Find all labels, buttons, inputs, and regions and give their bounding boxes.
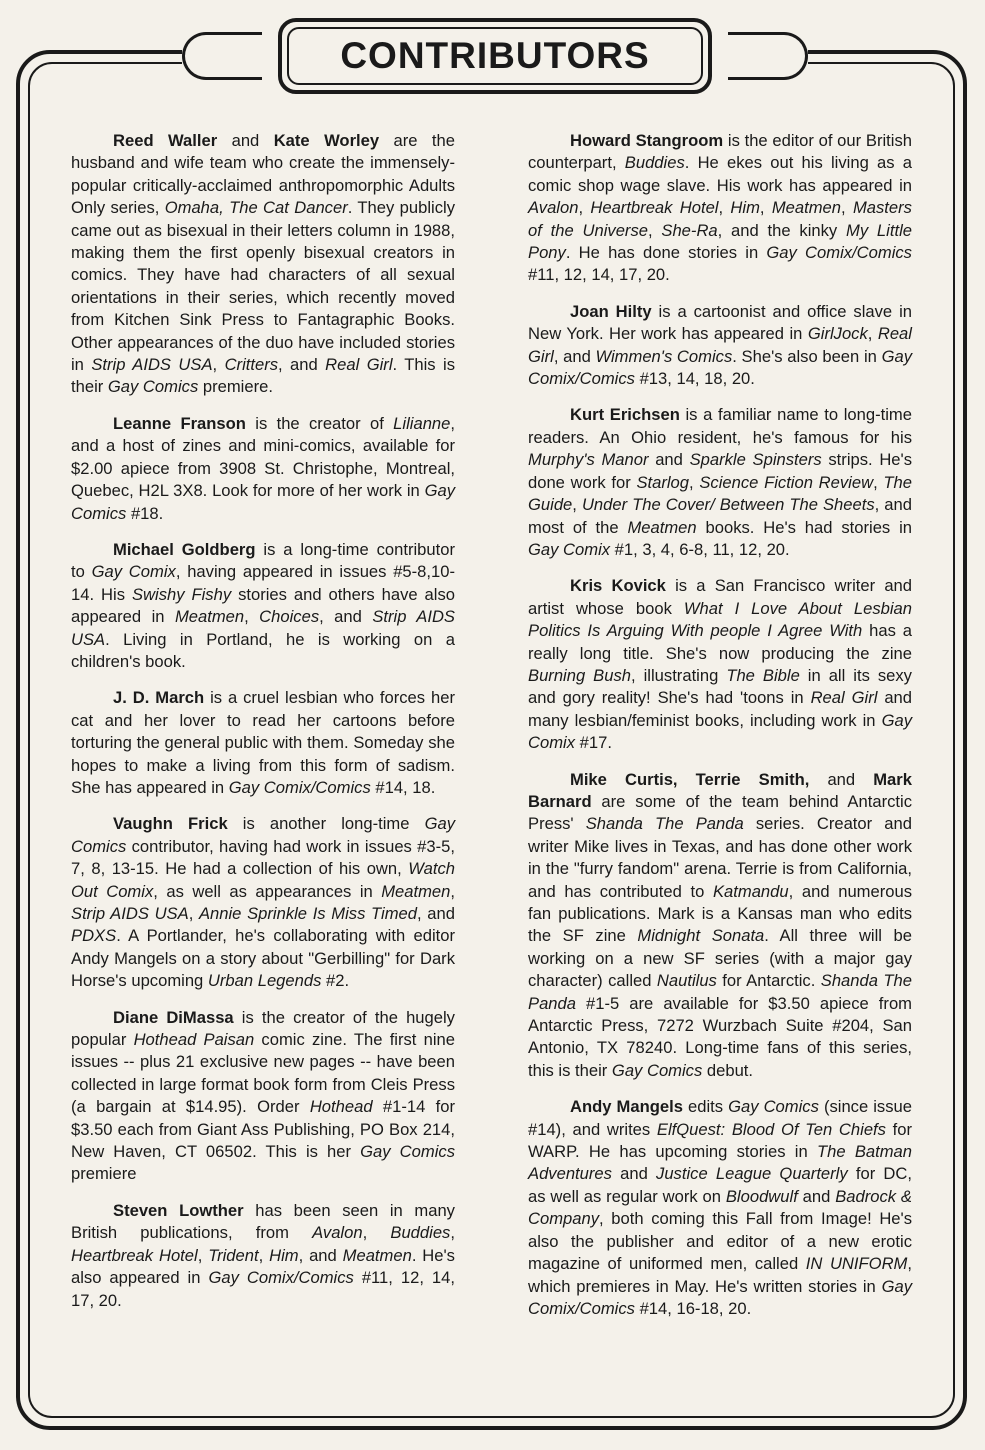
work-title: Shanda The Panda <box>585 814 744 834</box>
bio-text: , <box>841 198 853 218</box>
work-title: My Little Pony <box>528 220 912 263</box>
work-title: Bloodwulf <box>725 1186 798 1206</box>
contributor-bio <box>528 769 912 1083</box>
bio-text: has a really long title. She's now producing the zine <box>528 621 912 663</box>
bio-text: , which premieres in May. He's written stories in <box>528 1254 912 1296</box>
work-title: Meatmen <box>381 881 451 901</box>
bio-text: , and numerous fan publications. Mark is a Kansas man who edits the SF zine <box>528 881 912 946</box>
work-title: Wimmen's Comics <box>595 346 733 366</box>
bio-text: series. Creator and writer Mike lives in Texas, and has done other work in the "furry fandom" arena. Terrie is from California, and has contributed to <box>528 814 912 901</box>
bio-text: is a familiar name to long-time readers. An Ohio resident, he's famous for his <box>528 405 912 447</box>
work-title: Strip AIDS USA <box>71 607 455 649</box>
work-title: Urban Legends <box>207 971 322 991</box>
work-title: Gay Comix <box>528 710 912 753</box>
bio-text: for Antarctic. <box>716 971 821 991</box>
work-title: Gay Comix <box>91 562 176 582</box>
bio-text: #11, 12, 14, 17, 20. <box>71 1268 455 1310</box>
bio-text: #1-14 for $3.50 each from Giant Ass Publishing, PO Box 214, New Haven, CT 06502. This is her <box>71 1097 455 1162</box>
bio-text: , <box>572 495 582 515</box>
contributor-name: Howard Stangroom <box>570 131 724 150</box>
bio-text: , both coming this Fall from Image! He's also the publisher and editor of a new erotic magazine of uniformed men, called <box>528 1209 912 1274</box>
work-title: Gay Comics <box>71 481 455 523</box>
bio-text: and <box>797 1186 836 1206</box>
contributor-name: Reed Waller <box>113 131 218 150</box>
title-banner <box>182 14 808 96</box>
bio-text: debut. <box>702 1060 754 1080</box>
bio-text: , <box>362 1223 391 1243</box>
contributor-bio <box>528 301 912 391</box>
bio-text: is the editor of our British counterpart, <box>528 131 912 173</box>
bio-text: books. He's had stories in <box>696 517 913 537</box>
bio-text: (since issue #14), and writes <box>528 1097 912 1139</box>
contributor-bio <box>528 130 912 287</box>
work-title: Omaha, The Cat Dancer <box>164 198 348 218</box>
bio-text: #14, 18. <box>370 777 436 797</box>
work-title: Real Girl <box>325 355 393 375</box>
work-title: Meatmen <box>771 198 842 218</box>
bio-text: #1-5 are available for $3.50 apiece from Antarctic Press, 7272 Wurzbach Suite #204, San Antonio, TX 78240. Long-time fans of this series, this is their <box>528 993 912 1080</box>
work-title: Shanda The Panda <box>528 971 912 1013</box>
contributor-name: Mike Curtis, Terrie Smith, <box>570 769 810 789</box>
bio-text: #11, 12, 14, 17, 20. <box>528 265 670 285</box>
bio-text: and many lesbian/feminist books, including work in <box>528 688 913 730</box>
bio-text: #17. <box>575 733 612 753</box>
contributor-name: Steven Lowther <box>113 1200 244 1220</box>
bio-text: , as well as appearances in <box>153 881 382 901</box>
contributor-bio <box>528 1096 912 1320</box>
work-title: IN UNIFORM <box>805 1254 908 1274</box>
work-title: Nautilus <box>656 971 717 991</box>
work-title: Gay Comics <box>360 1142 455 1162</box>
bio-text: and <box>809 769 874 789</box>
bio-text: #1, 3, 4, 6-8, 11, 12, 20. <box>610 539 790 559</box>
bio-text: edits <box>682 1097 729 1117</box>
bio-text: and <box>611 1164 657 1184</box>
contributor-name: Kurt Erichsen <box>570 405 680 425</box>
work-title: Meatmen <box>342 1245 412 1265</box>
bio-text: , <box>718 198 731 218</box>
work-title: Him <box>730 198 760 218</box>
bio-text: , and <box>319 607 373 627</box>
work-title: Hothead <box>309 1097 373 1117</box>
work-title: Trident <box>208 1245 259 1265</box>
bio-text: is a cartoonist and office slave in New York. Her work has appeared in <box>528 301 912 344</box>
contributor-name: Joan Hilty <box>570 301 652 321</box>
work-title: Murphy's Manor <box>528 450 649 470</box>
work-title: Lilianne <box>393 413 451 433</box>
bio-text: , and the kinky <box>717 220 847 240</box>
contributor-bio <box>71 130 455 399</box>
contributor-bio <box>528 404 912 561</box>
work-title: Buddies <box>624 153 685 173</box>
bio-text: are the husband and wife team who create the immensely-popular critically-acclaimed anthropomorphic Adults Only series, <box>71 131 455 218</box>
work-title: Real Girl <box>810 688 878 708</box>
work-title: The Guide <box>528 472 912 515</box>
work-title: Midnight Sonata <box>637 926 765 946</box>
work-title: Gay Comix <box>528 539 611 559</box>
bio-text: premiere <box>71 1164 137 1184</box>
work-title: Burning Bush <box>528 665 632 685</box>
bio-text: . He's also appeared in <box>71 1245 455 1288</box>
bio-text: strips. He's done work for <box>528 450 912 492</box>
work-title: Meatmen <box>627 517 697 537</box>
bio-text: is the creator of the hugely popular <box>71 1007 455 1050</box>
contributor-bio <box>71 813 455 992</box>
contributor-name: J. D. March <box>113 688 205 708</box>
bio-text: , <box>759 198 772 218</box>
work-title: ElfQuest: Blood Of Ten Chiefs <box>656 1119 886 1139</box>
bio-text: . Living in Portland, he is working on a children's book. <box>71 629 455 671</box>
bio-text: . She's also been in <box>732 346 882 366</box>
contributor-bio <box>71 539 455 673</box>
bio-text: for WARP. He has upcoming stories in <box>528 1119 913 1162</box>
work-title: Gay Comix/Comics <box>766 243 912 263</box>
bio-text: #2. <box>321 971 350 991</box>
work-title: Gay Comix/Comics <box>208 1268 354 1288</box>
contributor-bio <box>71 413 455 525</box>
work-title: Watch Out Comix <box>71 859 455 901</box>
bio-text: . He has done stories in <box>565 243 767 263</box>
bio-text: , having appeared in issues #5-8,10-14. His <box>71 562 456 604</box>
bio-text: . He ekes out his living as a comic shop wage slave. His work has appeared in <box>528 153 912 195</box>
bio-text: , <box>450 881 456 901</box>
bio-text: . This is their <box>71 355 455 397</box>
work-title: Strip AIDS USA <box>91 355 213 375</box>
bio-text: , <box>212 355 225 375</box>
contributor-name: Mark Barnard <box>528 769 912 811</box>
work-title: Heartbreak Hotel <box>71 1245 198 1265</box>
work-title: The Batman Adventures <box>528 1142 912 1184</box>
work-title: Choices <box>259 607 320 627</box>
bio-text: contributor, having had work in issues #3-5, 7, 8, 13-15. He had a collection of his own, <box>71 836 455 879</box>
bio-text: , <box>578 198 591 218</box>
bio-text: is a long-time contributor to <box>71 539 455 582</box>
work-title: Science Fiction Review <box>699 472 874 492</box>
work-title: Hothead Paisan <box>133 1030 255 1050</box>
bio-text: #18. <box>126 503 164 523</box>
work-title: What I Love About Lesbian Politics Is Arguing With people I Agree With <box>528 598 912 641</box>
work-title: Him <box>269 1245 299 1265</box>
work-title: Katmandu <box>712 881 789 901</box>
work-title: Starlog <box>636 472 690 492</box>
bio-text: , illustrating <box>631 665 727 685</box>
page-title: CONTRIBUTORS <box>340 35 650 76</box>
work-title: Meatmen <box>174 607 245 627</box>
contributor-bio <box>528 575 912 754</box>
bio-text: , <box>197 1245 209 1265</box>
work-title: Gay Comix/Comics <box>528 1276 912 1318</box>
work-title: Masters of the Universe <box>528 198 912 240</box>
contributor-bio <box>71 1200 455 1312</box>
contributor-name: Leanne Franson <box>113 413 246 433</box>
work-title: Critters <box>224 355 279 375</box>
work-title: Heartbreak Hotel <box>590 198 719 218</box>
work-title: Gay Comics <box>107 377 199 397</box>
bio-text: , <box>244 607 260 627</box>
contributor-name: Kris Kovick <box>570 576 666 596</box>
work-title: Strip AIDS USA <box>71 904 189 923</box>
bio-text: , and <box>553 346 596 366</box>
work-title: GirlJock <box>807 324 868 344</box>
bio-text: is another long-time <box>227 814 425 834</box>
title-banner-left-cap <box>182 32 262 80</box>
contributor-name: Andy Mangels <box>570 1097 683 1117</box>
bio-text: premiere. <box>198 377 273 397</box>
bio-text: , <box>188 904 199 923</box>
bio-text: , and <box>417 904 455 923</box>
bio-text: #14, 16-18, 20. <box>634 1298 752 1318</box>
work-title: Sparkle Spinsters <box>689 450 822 470</box>
bio-text: stories and others have also appeared in <box>71 584 455 627</box>
bio-text: in all its sexy and gory reality! She's had 'toons in <box>528 665 912 708</box>
work-title: Justice League Quarterly <box>656 1164 848 1184</box>
bio-text: . A Portlander, he's collaborating with editor Andy Mangels on a story about "Gerbilling" for Dark Horse's upcoming <box>71 926 455 991</box>
bio-text: , <box>647 220 662 240</box>
right-column <box>528 130 912 1334</box>
work-title: Buddies <box>390 1223 451 1243</box>
bio-text: is a San Francisco writer and artist whose book <box>528 576 912 618</box>
work-title: Under The Cover/ Between The Sheets <box>581 495 875 515</box>
work-title: She-Ra <box>661 220 718 240</box>
work-title: Gay Comix/Comics <box>528 346 912 389</box>
bio-text: , <box>867 324 878 344</box>
bio-text: , <box>450 1223 455 1243</box>
bio-text: . All three will be working on a new SF series (with a major gay character) called <box>528 926 913 991</box>
contributor-name: Diane DiMassa <box>113 1007 234 1027</box>
title-box <box>278 18 712 94</box>
bio-text: , <box>258 1245 270 1265</box>
title-banner-right-cap <box>728 32 808 80</box>
bio-text: are some of the team behind Antarctic Press' <box>528 791 912 834</box>
bio-text: is a cruel lesbian who forces her cat and her lover to read her cartoons before torturing the general public with them. Someday she hopes to make a living from this form of sadism. She has appeared in <box>71 688 455 797</box>
bio-text: , and a host of zines and mini-comics, available for $2.00 apiece from 3908 St. Christophe, Montreal, Quebec, H2L 3X8. Look for more of her work in <box>71 413 455 501</box>
bio-text: and <box>648 450 690 470</box>
contributor-name: Michael Goldberg <box>113 539 256 559</box>
work-title: Gay Comics <box>611 1060 703 1080</box>
bio-text: . They publicly came out as bisexual in their letters column in 1988, making them the first openly bisexual creators in comics. They have had characters of all sexual orientations in their series, which recently moved from Kitchen Sink Press to Fantagraphic Books. Other appearances of the duo have included stories in <box>71 198 455 375</box>
bio-text: , <box>689 472 700 492</box>
contributor-bio <box>71 687 455 799</box>
contributor-name: Vaughn Frick <box>113 814 228 834</box>
bio-text: #13, 14, 18, 20. <box>634 369 755 389</box>
bio-text: , <box>873 472 884 492</box>
contributor-bio <box>71 1007 455 1186</box>
work-title: Gay Comics <box>71 814 456 856</box>
bio-text: , and <box>298 1245 343 1265</box>
bio-text: comic zine. The first nine issues -- plus 21 exclusive new pages -- have been collected in large format book form from Cleis Press (a bargain at $14.95). Order <box>71 1030 455 1117</box>
bio-text: , and most of the <box>528 495 912 537</box>
bio-text: and <box>217 131 274 150</box>
contributor-name: Kate Worley <box>273 131 380 150</box>
bio-text: for DC, as well as regular work on <box>528 1164 912 1206</box>
work-title: Real Girl <box>528 324 912 366</box>
bio-text: has been seen in many British publications, from <box>71 1200 455 1243</box>
bio-text: is the creator of <box>245 413 394 433</box>
work-title: Annie Sprinkle Is Miss Timed <box>198 904 417 923</box>
work-title: Badrock & Company <box>528 1186 912 1229</box>
work-title: Swishy Fishy <box>131 584 232 604</box>
work-title: PDXS <box>71 926 117 946</box>
work-title: Gay Comix/Comics <box>228 777 371 797</box>
work-title: Avalon <box>528 198 579 218</box>
work-title: Avalon <box>312 1223 363 1243</box>
work-title: Gay Comics <box>728 1097 819 1117</box>
work-title: The Bible <box>726 665 800 685</box>
left-column <box>71 130 455 1326</box>
bio-text: , and <box>278 355 326 375</box>
